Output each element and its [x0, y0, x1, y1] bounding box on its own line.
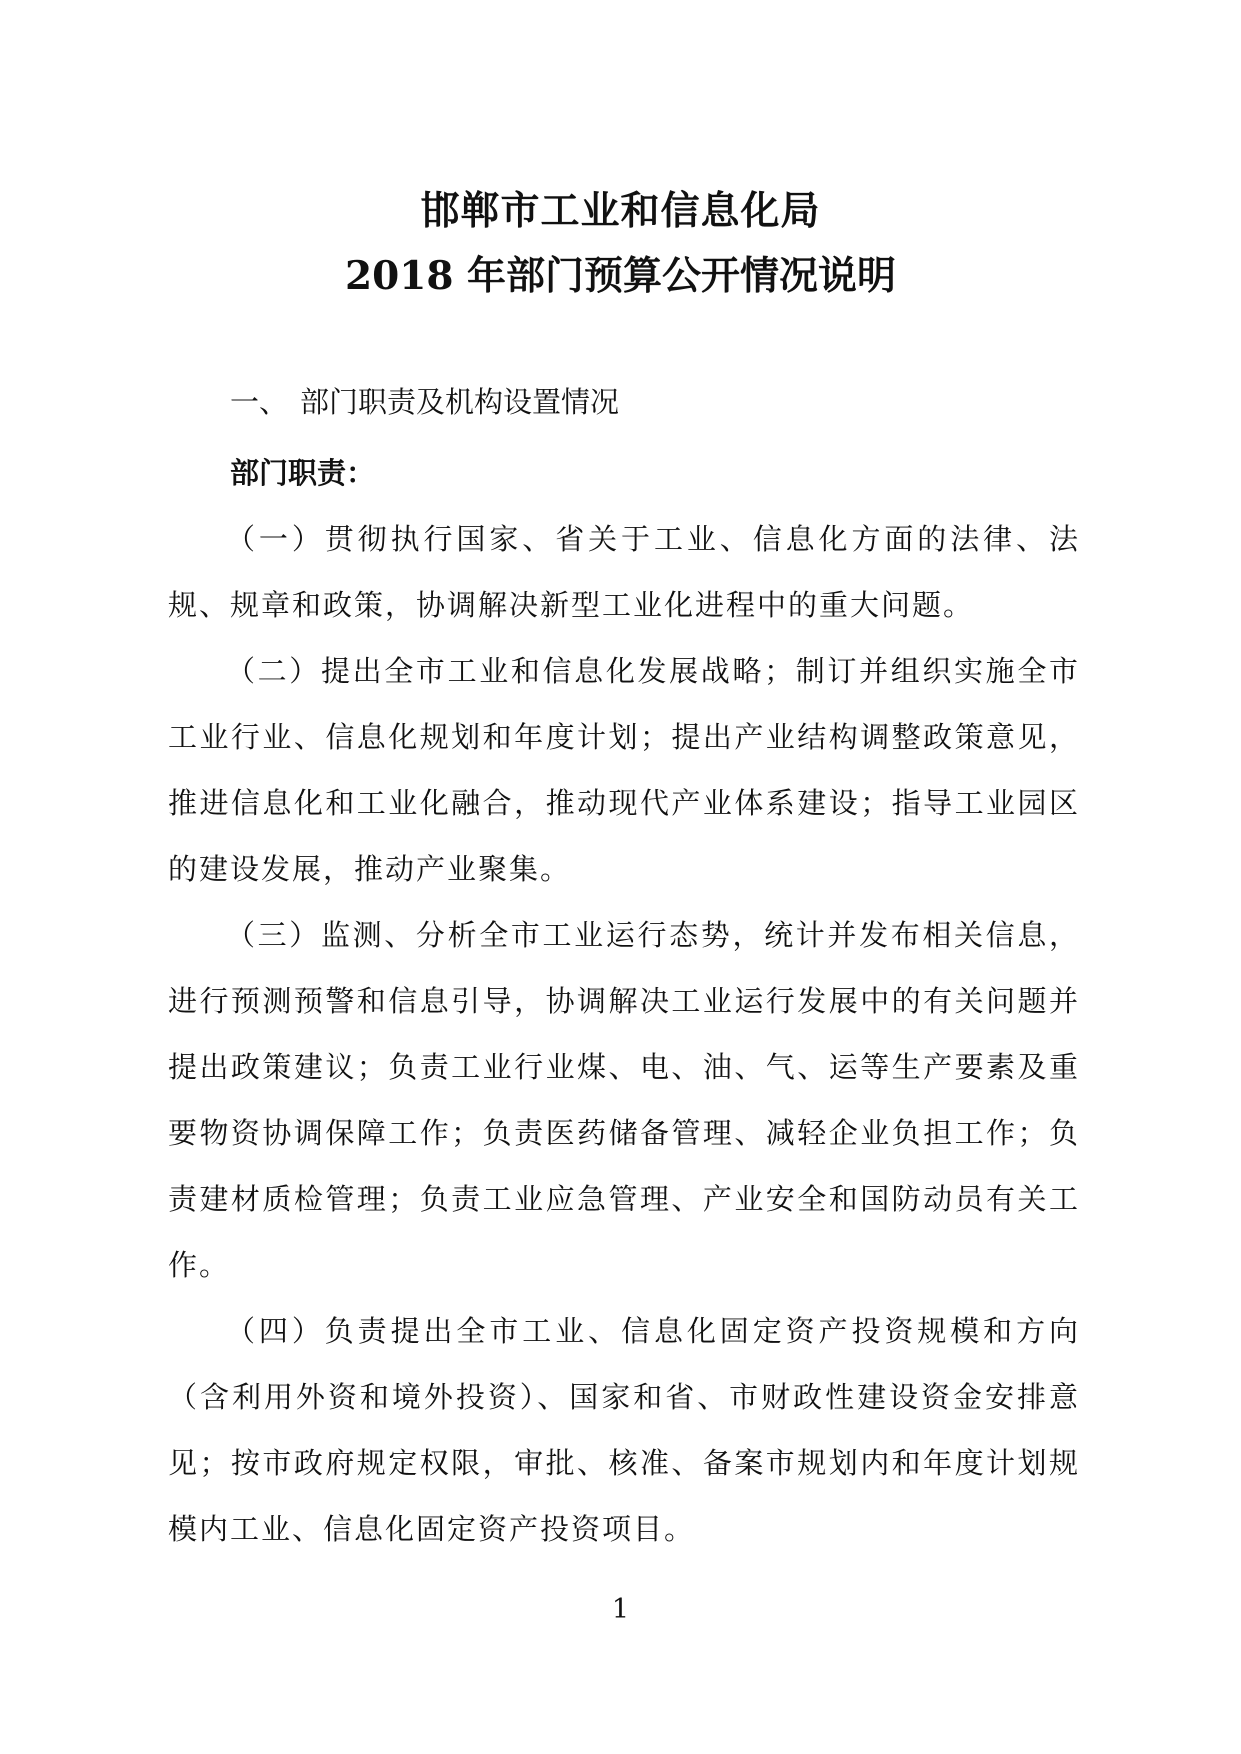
paragraph-1: （一）贯彻执行国家、省关于工业、信息化方面的法律、法规、规章和政策，协调解决新型工业化进程中的重大问题。: [168, 522, 1080, 622]
title-line-2: 2018 年部门预算公开情况说明: [344, 253, 897, 299]
section-number: 一、: [230, 385, 289, 419]
title-line-1: 邯郸市工业和信息化局: [420, 189, 821, 234]
section-heading: [230, 382, 619, 422]
document-title: [0, 180, 1241, 308]
section-heading-text: 部门职责及机构设置情况: [300, 385, 620, 419]
paragraph-2: （二）提出全市工业和信息化发展战略；制订并组织实施全市工业行业、信息化规划和年度计划；提出产业结构调整政策意见，推进信息化和工业化融合，推动现代产业体系建设；指导工业园区的建设发展，推动产业聚集。: [168, 654, 1080, 886]
subheading-duties: 部门职责：: [230, 456, 376, 490]
page-number: 1: [611, 1594, 630, 1625]
paragraph-4: （四）负责提出全市工业、信息化固定资产投资规模和方向（含利用外资和境外投资）、国家和省、市财政性建设资金安排意见；按市政府规定权限，审批、核准、备案市规划内和年度计划规模内工业、信息化固定资产投资项目。: [168, 1314, 1080, 1546]
paragraph-3: （三）监测、分析全市工业运行态势，统计并发布相关信息，进行预测预警和信息引导，协调解决工业运行发展中的有关问题并提出政策建议；负责工业行业煤、电、油、气、运等生产要素及重要物资协调保障工作；负责医药储备管理、减轻企业负担工作；负责建材质检管理；负责工业应急管理、产业安全和国防动员有关工作。: [168, 918, 1080, 1282]
